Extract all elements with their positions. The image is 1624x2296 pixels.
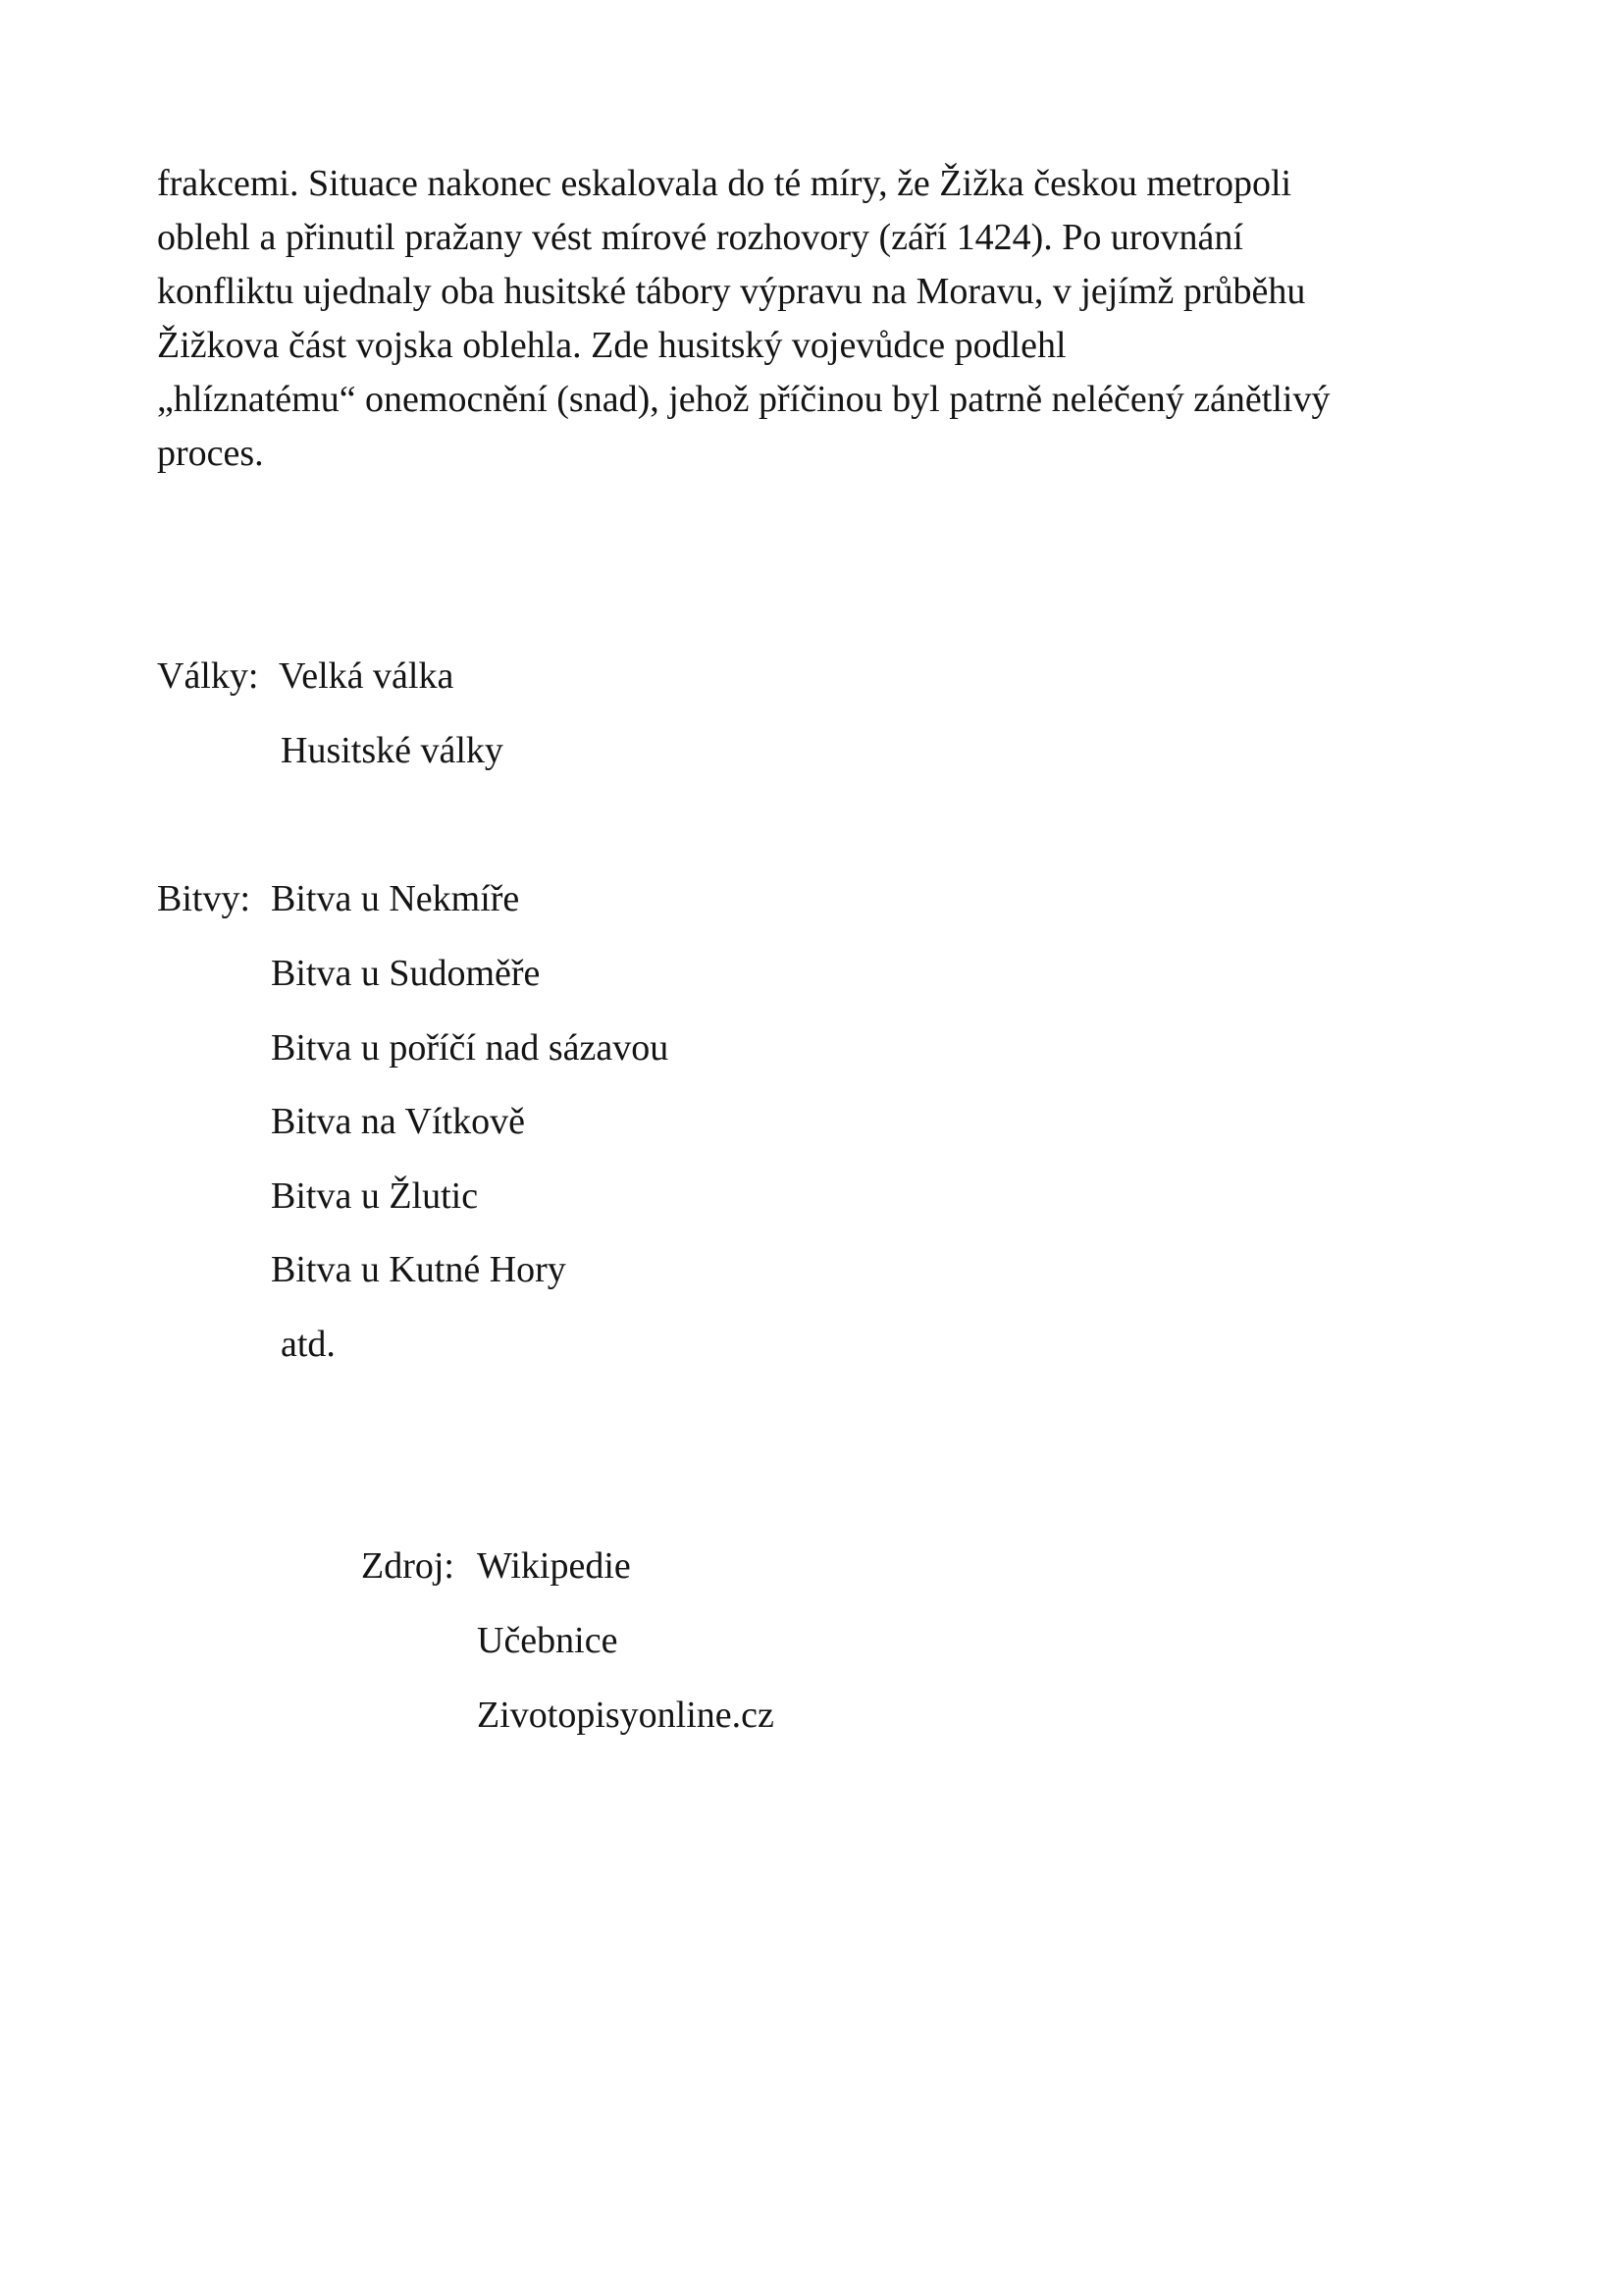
paragraph-line: „hlíznatému“ onemocnění (snad), jehož příčinou byl patrně neléčený zánětlivý xyxy=(157,379,1331,420)
paragraph-line: oblehl a přinutil pražany vést mírové rozhovory (září 1424). Po urovnání xyxy=(157,217,1243,258)
sources-item: Učebnice xyxy=(477,1620,618,1661)
wars-item: Husitské války xyxy=(281,730,503,771)
paragraph-line: konfliktu ujednaly oba husitské tábory výpravu na Moravu, v jejímž průběhu xyxy=(157,271,1306,312)
paragraph-line: Žižkova část vojska oblehla. Zde husitský vojevůdce podlehl xyxy=(157,325,1067,366)
paragraph-line: frakcemi. Situace nakonec eskalovala do té míry, že Žižka českou metropoli xyxy=(157,163,1292,204)
battles-item: Bitva u Nekmíře xyxy=(271,878,520,919)
paragraph-line: proces. xyxy=(157,433,264,474)
sources-item: Wikipedie xyxy=(477,1545,631,1587)
sources-item: Zivotopisyonline.cz xyxy=(477,1695,774,1736)
battles-item: Bitva u Sudoměře xyxy=(271,953,541,994)
battles-item: Bitva na Vítkově xyxy=(271,1101,525,1142)
battles-item: Bitva u Žlutic xyxy=(271,1175,479,1217)
battles-label: Bitvy: xyxy=(157,878,251,919)
battles-item: Bitva u Kutné Hory xyxy=(271,1249,566,1290)
body-paragraph xyxy=(157,157,1511,481)
battles-item: atd. xyxy=(281,1324,336,1365)
battles-item: Bitva u poříčí nad sázavou xyxy=(271,1027,669,1069)
wars-label: Války: xyxy=(157,655,259,697)
sources-label: Zdroj: xyxy=(361,1545,454,1587)
wars-item: Velká válka xyxy=(279,655,454,697)
